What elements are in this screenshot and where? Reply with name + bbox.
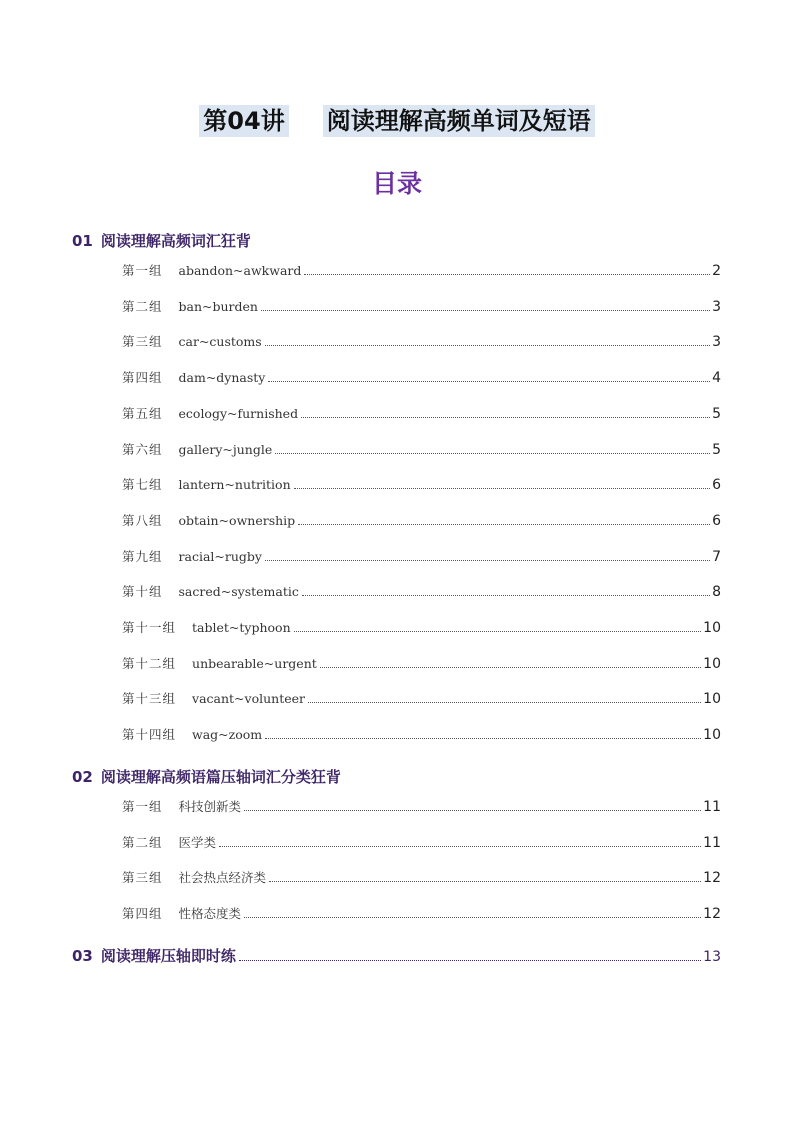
page-number: 11 bbox=[703, 798, 721, 815]
toc-item[interactable] bbox=[122, 689, 721, 709]
item-title: 医学类 bbox=[178, 834, 217, 850]
toc-item[interactable] bbox=[122, 261, 721, 281]
page-title bbox=[0, 101, 794, 136]
item-title: racial~rugby bbox=[178, 548, 262, 564]
toc-section-02[interactable] bbox=[72, 766, 721, 786]
page-number: 10 bbox=[703, 727, 721, 744]
dot-leader bbox=[244, 810, 701, 811]
toc-section-01[interactable] bbox=[72, 230, 721, 250]
page-number: 7 bbox=[712, 548, 721, 565]
page-number: 5 bbox=[712, 441, 721, 458]
page-number: 6 bbox=[712, 512, 721, 529]
toc-item[interactable] bbox=[122, 475, 721, 495]
page-number: 3 bbox=[712, 334, 721, 351]
lecture-number: 第04讲 bbox=[199, 105, 288, 137]
dot-leader bbox=[298, 524, 710, 525]
item-title: lantern~nutrition bbox=[178, 477, 291, 493]
item-title: 性格态度类 bbox=[178, 905, 242, 921]
section-title: 阅读理解高频语篇压轴词汇分类狂背 bbox=[100, 767, 341, 786]
section-number: 01 bbox=[72, 232, 93, 250]
dot-leader bbox=[265, 345, 710, 346]
item-title: car~customs bbox=[178, 334, 262, 350]
dot-leader bbox=[304, 274, 710, 275]
page-number: 8 bbox=[712, 584, 721, 601]
group-label: 第四组 bbox=[122, 905, 163, 921]
section-number: 02 bbox=[72, 767, 93, 786]
section-title: 阅读理解压轴即时练 bbox=[100, 946, 236, 965]
page-number: 10 bbox=[703, 691, 721, 708]
toc-item[interactable] bbox=[122, 511, 721, 531]
toc-item[interactable] bbox=[122, 833, 721, 853]
dot-leader bbox=[294, 488, 710, 489]
item-title: wag~zoom bbox=[192, 727, 263, 743]
item-title: tablet~typhoon bbox=[192, 620, 291, 635]
dot-leader bbox=[244, 917, 701, 918]
page-number: 12 bbox=[703, 905, 721, 922]
group-label: 第一组 bbox=[122, 798, 163, 814]
group-label: 第九组 bbox=[122, 548, 163, 564]
group-label: 第四组 bbox=[122, 370, 163, 386]
toc-item[interactable] bbox=[122, 547, 721, 567]
page-number: 13 bbox=[703, 948, 721, 965]
group-label: 第十二组 bbox=[122, 655, 177, 671]
dot-leader bbox=[275, 453, 710, 454]
item-title: unbearable~urgent bbox=[192, 655, 317, 671]
page-number: 11 bbox=[703, 834, 721, 851]
group-label: 第二组 bbox=[122, 834, 163, 850]
toc-item[interactable] bbox=[122, 797, 721, 817]
page-number: 2 bbox=[712, 263, 721, 279]
page-number: 10 bbox=[703, 620, 721, 636]
group-label: 第二组 bbox=[122, 298, 163, 314]
dot-leader bbox=[265, 560, 710, 561]
group-label: 第十组 bbox=[122, 584, 163, 600]
group-label: 第八组 bbox=[122, 512, 163, 528]
lecture-title: 阅读理解高频单词及短语 bbox=[323, 105, 595, 137]
dot-leader bbox=[320, 667, 701, 668]
toc-heading: 目录 bbox=[371, 169, 422, 198]
dot-leader bbox=[294, 631, 702, 632]
toc-item[interactable] bbox=[122, 404, 721, 424]
dot-leader bbox=[308, 702, 701, 703]
dot-leader bbox=[269, 881, 701, 882]
item-title: gallery~jungle bbox=[178, 441, 273, 457]
group-label: 第一组 bbox=[122, 263, 163, 278]
toc-item[interactable] bbox=[122, 868, 721, 888]
dot-leader bbox=[302, 595, 710, 596]
toc-item[interactable] bbox=[122, 368, 721, 388]
item-title: obtain~ownership bbox=[178, 512, 296, 528]
toc-item[interactable] bbox=[122, 582, 721, 602]
toc-item[interactable] bbox=[122, 618, 721, 638]
dot-leader bbox=[239, 960, 701, 961]
toc-item[interactable] bbox=[122, 440, 721, 460]
dot-leader bbox=[268, 381, 710, 382]
group-label: 第十四组 bbox=[122, 727, 177, 743]
dot-leader bbox=[301, 417, 710, 418]
section-title: 阅读理解高频词汇狂背 bbox=[100, 232, 251, 250]
group-label: 第六组 bbox=[122, 441, 163, 457]
toc-item[interactable] bbox=[122, 332, 721, 352]
toc-item[interactable] bbox=[122, 904, 721, 924]
item-title: dam~dynasty bbox=[178, 370, 266, 386]
page-number: 12 bbox=[703, 870, 721, 887]
item-title: sacred~systematic bbox=[178, 584, 299, 600]
group-label: 第五组 bbox=[122, 405, 163, 421]
group-label: 第十三组 bbox=[122, 691, 177, 707]
dot-leader bbox=[219, 846, 701, 847]
dot-leader bbox=[265, 738, 701, 739]
item-title: vacant~volunteer bbox=[192, 691, 306, 707]
item-title: ecology~furnished bbox=[178, 405, 299, 421]
page-number: 5 bbox=[712, 405, 721, 422]
group-label: 第三组 bbox=[122, 334, 163, 350]
item-title: 社会热点经济类 bbox=[178, 870, 267, 886]
page-number: 3 bbox=[712, 298, 721, 315]
page-number: 6 bbox=[712, 477, 721, 494]
item-title: 科技创新类 bbox=[178, 798, 242, 814]
group-label: 第十一组 bbox=[122, 620, 177, 635]
page-number: 4 bbox=[712, 370, 721, 387]
toc-item[interactable] bbox=[122, 654, 721, 674]
group-label: 第七组 bbox=[122, 477, 163, 493]
toc-item[interactable] bbox=[122, 297, 721, 317]
section-number: 03 bbox=[72, 946, 93, 965]
toc-item[interactable] bbox=[122, 725, 721, 745]
item-title: abandon~awkward bbox=[178, 263, 302, 278]
dot-leader bbox=[261, 310, 710, 311]
item-title: ban~burden bbox=[178, 298, 258, 314]
toc-section-03[interactable] bbox=[72, 945, 721, 965]
page-number: 10 bbox=[703, 655, 721, 672]
group-label: 第三组 bbox=[122, 870, 163, 886]
